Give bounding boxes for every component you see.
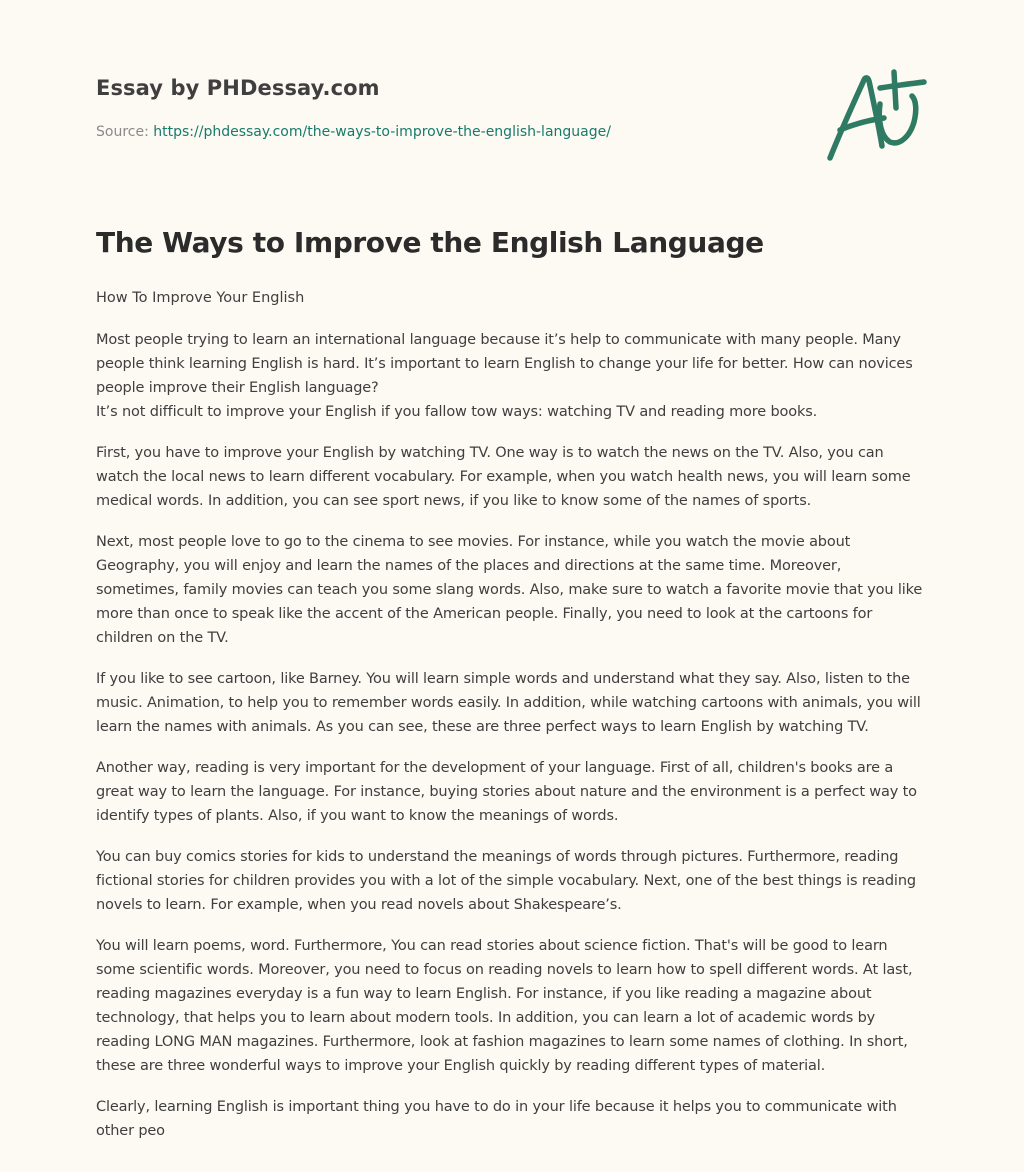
essay-body — [96, 286, 928, 1160]
paragraph-text: If you like to see cartoon, like Barney. You will learn simple words and understand what they say. Also, listen to the music. Animation, to help you to remember words easily. In addition, while watching cartoons with animals, you will learn the names with animals. As you can see, these are three perfect ways to learn English by watching TV. — [96, 671, 921, 735]
essay-paragraph — [96, 1095, 928, 1143]
paragraph-text: You will learn poems, word. Furthermore, You can read stories about science fiction. That's will be good to learn some scientific words. Moreover, you need to focus on reading novels to learn how to spell different words. At last, reading magazines everyday is a fun way to learn English. For instance, if you like reading a magazine about technology, that helps you to learn about modern tools. In addition, you can learn a lot of academic words by reading LONG MAN magazines. Furthermore, look at fashion magazines to learn some names of clothing. In short, these are three wonderful ways to improve your English quickly by reading different types of material. — [96, 938, 913, 1074]
essay-title: The Ways to Improve the English Language — [96, 226, 764, 259]
essay-paragraph — [96, 934, 928, 1078]
paragraph-text: Clearly, learning English is important thing you have to do in your life because it helps you to communicate with other peo — [96, 1099, 897, 1139]
essay-paragraph — [96, 667, 928, 739]
source-label: Source: — [96, 124, 149, 140]
paragraph-text: You can buy comics stories for kids to understand the meanings of words through pictures. Furthermore, reading fictional stories for children provides you with a lot of the simple vocabulary. Next, one of the best things is reading novels to learn. For example, when you read novels about Shakespeare’s. — [96, 849, 916, 913]
paragraph-text: Next, most people love to go to the cinema to see movies. For instance, while you watch the movie about Geography, you will enjoy and learn the names of the places and directions at the same time. Moreover, sometimes, family movies can teach you some slang words. Also, make sure to watch a favorite movie that you like more than once to speak like the accent of the American people. Finally, you need to look at the cartoons for children on the TV. — [96, 534, 923, 646]
paragraph-text: First, you have to improve your English by watching TV. One way is to watch the news on the TV. Also, you can watch the local news to learn different vocabulary. For example, when you watch health news, you will learn some medical words. In addition, you can see sport news, if you like to know some of the names of sports. — [96, 445, 911, 509]
essay-paragraph — [96, 756, 928, 828]
page-header — [96, 0, 928, 190]
essay-paragraph — [96, 441, 928, 513]
essay-paragraph — [96, 328, 928, 424]
essay-page — [96, 0, 928, 1139]
paragraph-text: It’s not difficult to improve your English if you fallow tow ways: watching TV and reading more books. — [96, 404, 818, 420]
source-link[interactable]: https://phdessay.com/the-ways-to-improve-the-english-language/ — [153, 124, 611, 140]
essay-paragraph — [96, 845, 928, 917]
source-line — [96, 124, 611, 140]
paragraph-text: Most people trying to learn an international language because it’s help to communicate with many people. Many people think learning English is hard. It’s important to learn English to change your life for better. How can novices people improve their English language? — [96, 332, 913, 396]
paragraph-text: Another way, reading is very important for the development of your language. First of all, children's books are a great way to learn the language. For instance, buying stories about nature and the environment is a perfect way to identify types of plants. Also, if you want to know the meanings of words. — [96, 760, 917, 824]
essay-subtitle: How To Improve Your English — [96, 290, 305, 306]
a-plus-grade-icon — [824, 66, 928, 166]
site-brand: Essay by PHDessay.com — [96, 76, 380, 100]
essay-paragraph — [96, 530, 928, 650]
